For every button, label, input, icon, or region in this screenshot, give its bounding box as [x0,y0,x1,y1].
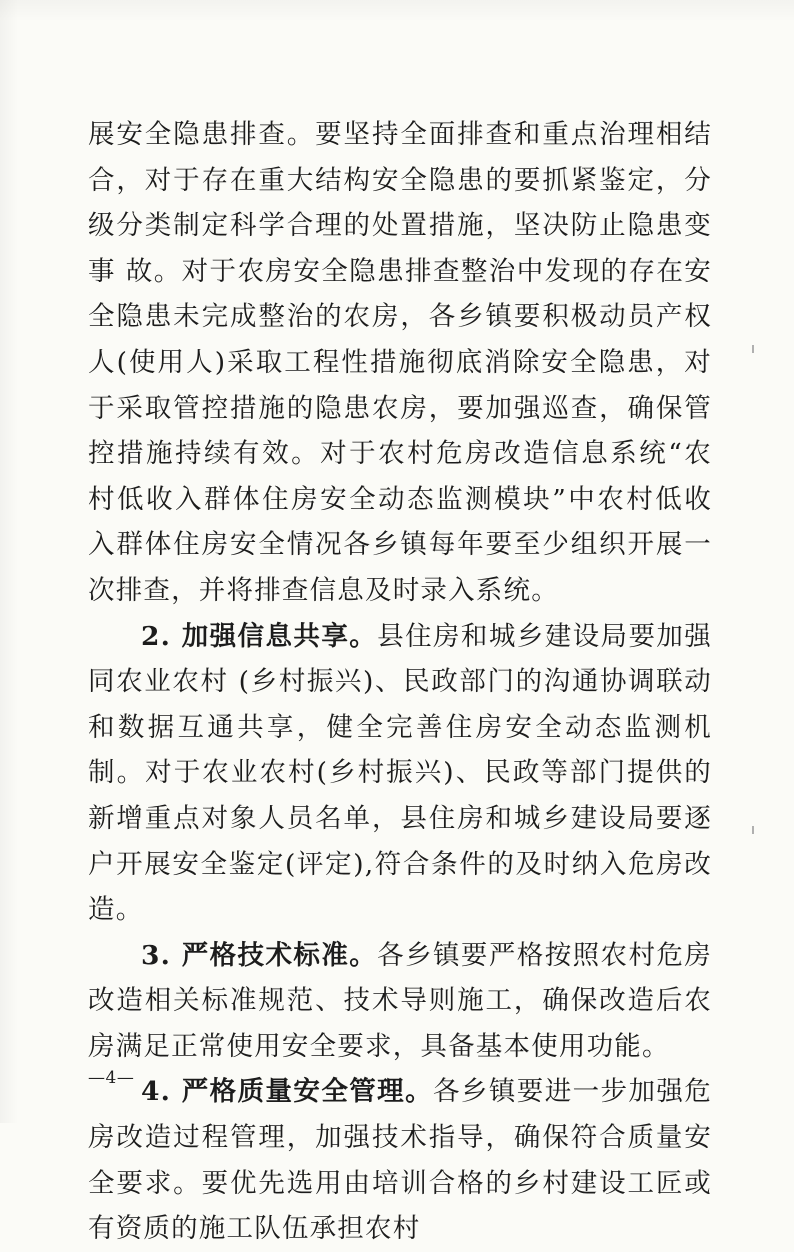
scan-edge-mark [752,345,754,353]
paragraph-4 [88,1069,712,1251]
document-body [88,112,712,1252]
paragraph-4-text: 各乡镇要进一步加强危房改造过程管理，加强技术指导，确保符合质量安全要求。要优先选用由培训合格的乡村建设工匠或有资质的施工队伍承担农村 [88,1076,713,1245]
scan-edge-mark [752,826,754,834]
paragraph-1-text: 展安全隐患排查。要坚持全面排查和重点治理相结合，对于存在重大结构安全隐患的要抓紧鉴定，分级分类制定科学合理的处置措施，坚决防止隐患变事 故。对于农房安全隐患排查整治中发现的存在安全隐患未完成整治的农房，各乡镇要积极动员产权人(使用人)采取工程性措施彻底消除安全隐患，对于采取管控措施的隐患农房，要加强巡查，确保管控措施持续有效。对于农村危房改造信息系统“农村低收入群体住房安全动态监测模块”中农村低收入群体住房安全情况各乡镇每年要至少组织开展一次排查，并将排查信息及时录入系统。 [88,119,712,606]
paragraph-2-text: 县住房和城乡建设局要加强同农业农村 (乡村振兴)、民政部门的沟通协调联动和数据互通共享，健全完善住房安全动态监测机制。对于农业农村(乡村振兴)、民政等部门提供的新增重点对象人员名单，县住房和城乡建设局要逐户开展安全鉴定(评定),符合条件的及时纳入危房改造。 [88,620,713,926]
paragraph-3-text: 各乡镇要严格按照农村危房改造相关标准规范、技术导则施工，确保改造后农房满足正常使用安全要求，具备基本使用功能。 [88,939,713,1062]
paragraph-3-heading: 3. 严格技术标准。 [141,939,378,971]
paragraph-4-heading: 4. 严格质量安全管理。 [141,1076,434,1108]
paragraph-2-heading: 2. 加强信息共享。 [141,620,378,652]
paragraph-3 [88,933,712,1070]
paragraph-1 [88,112,712,614]
paragraph-2 [88,614,712,933]
page-number: —4— [88,1068,135,1088]
